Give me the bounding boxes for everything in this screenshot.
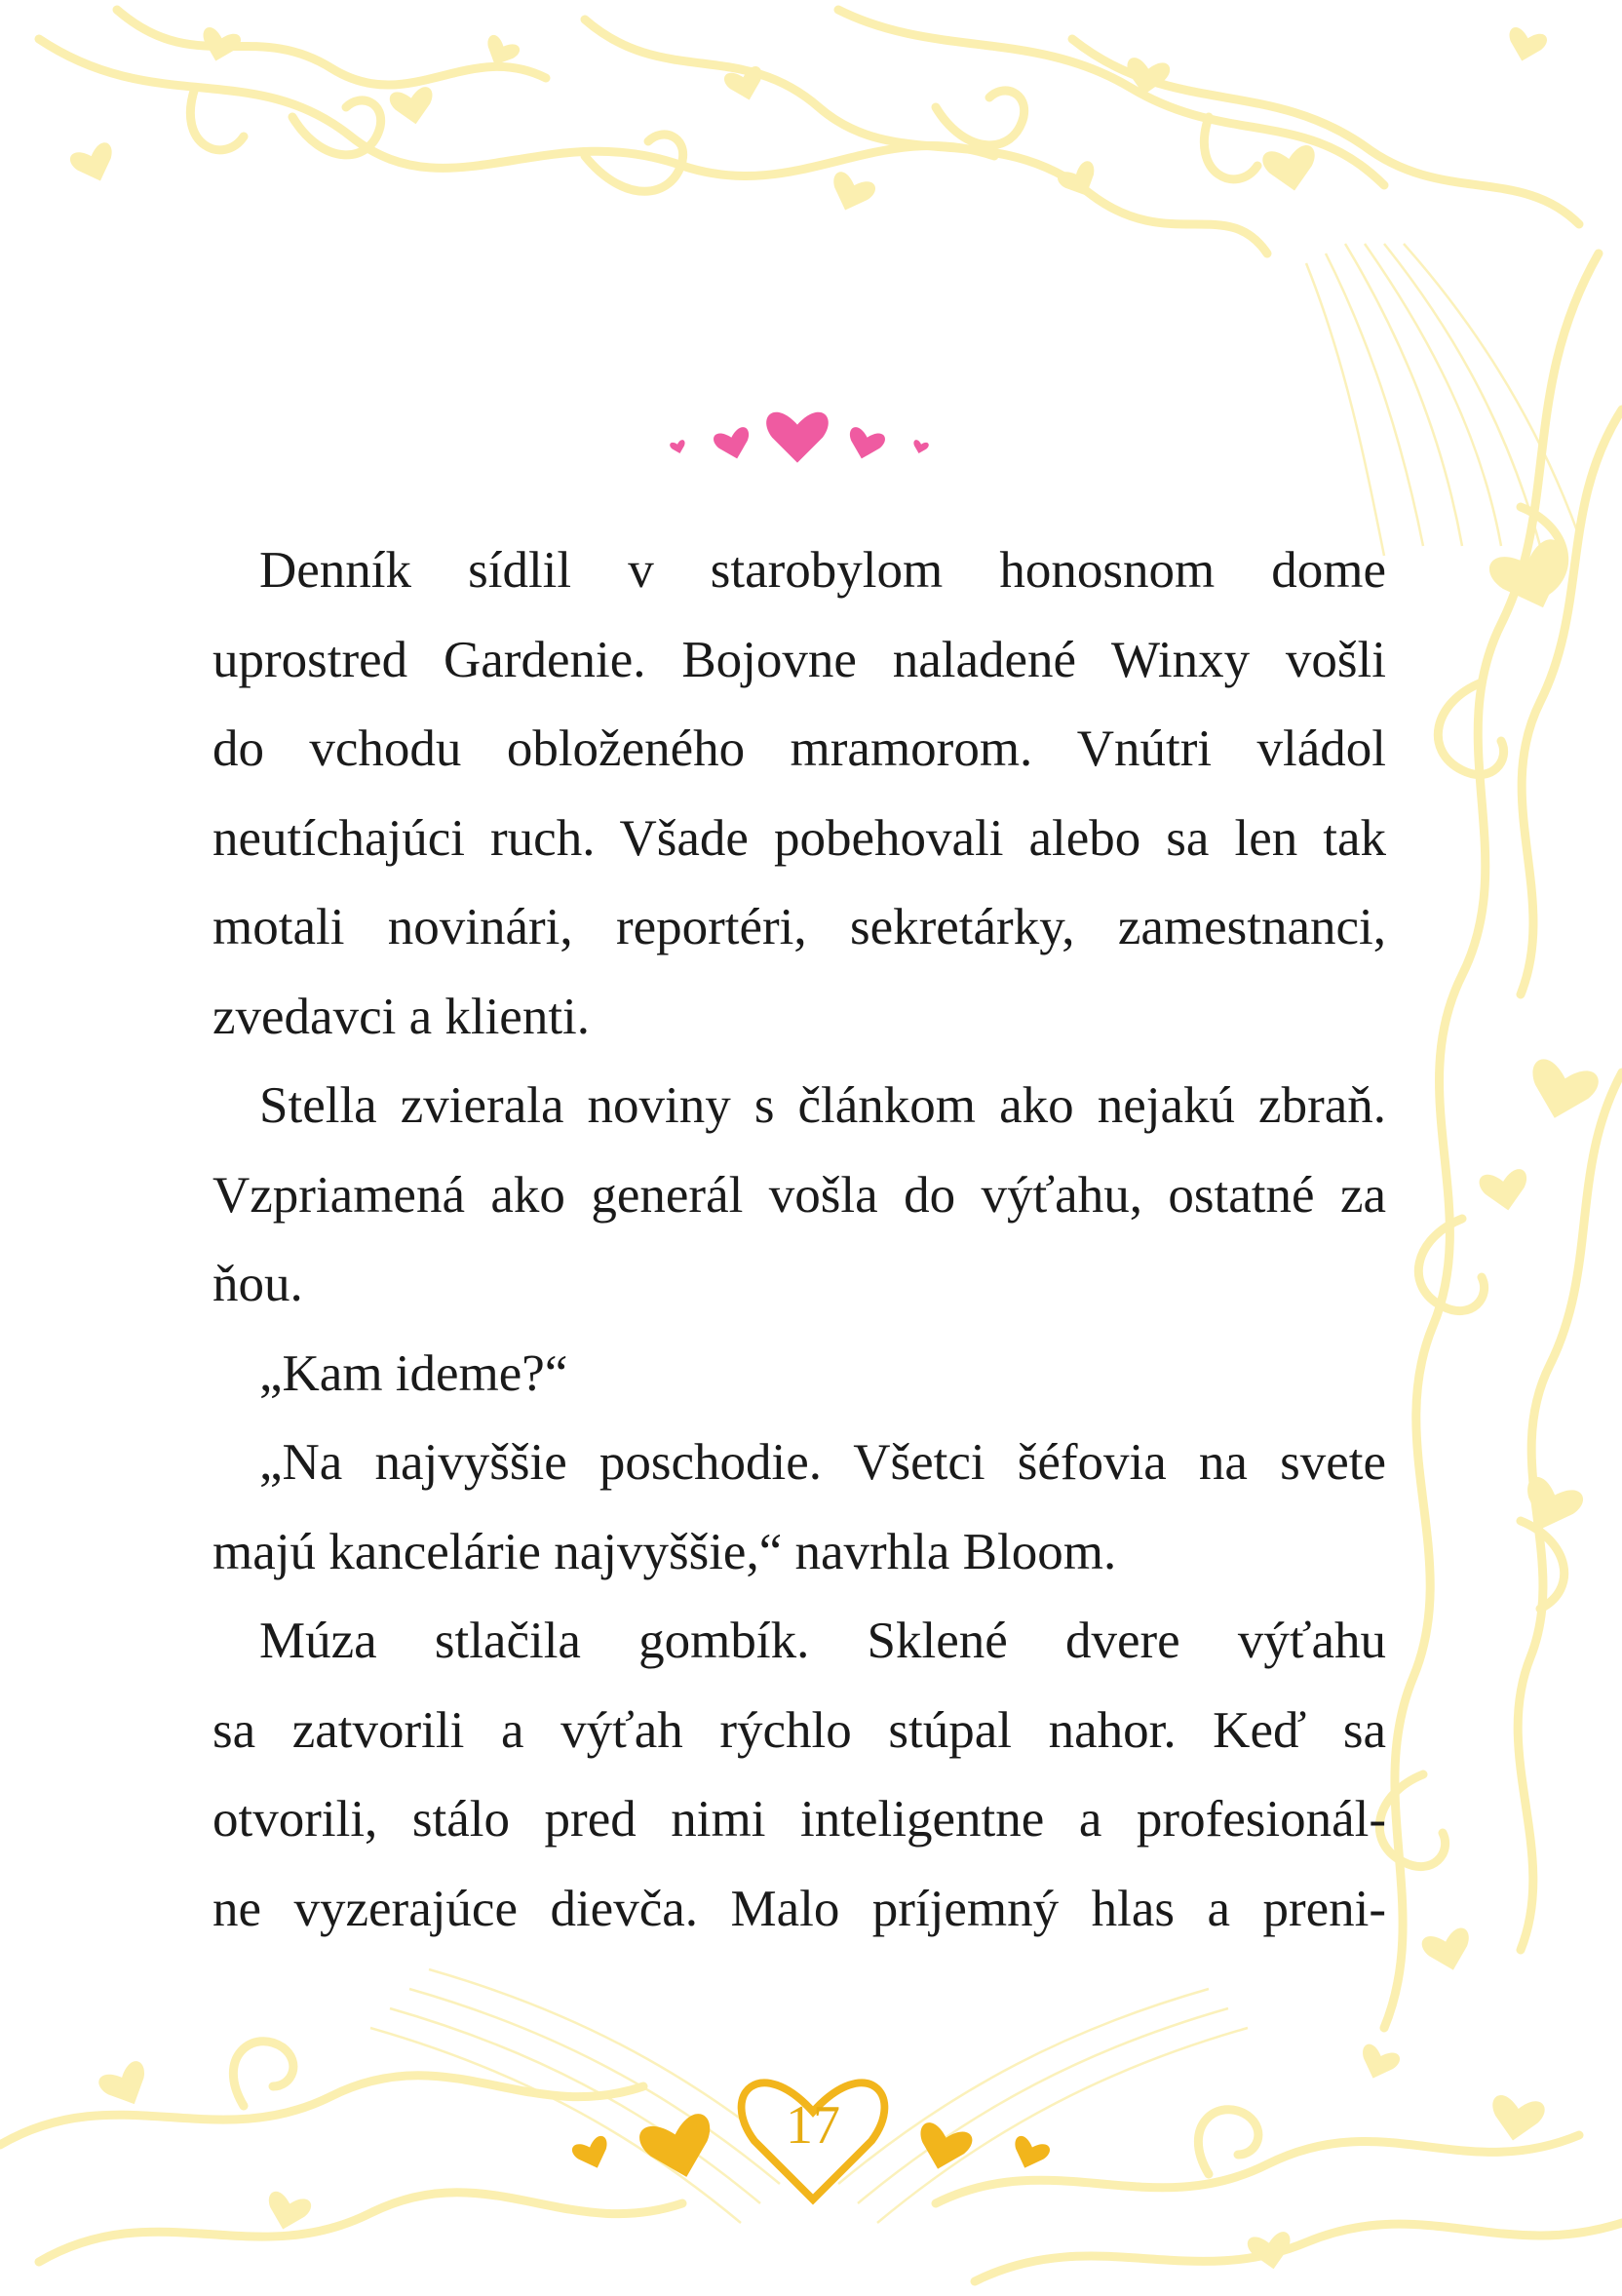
paragraph [212, 526, 1386, 1062]
text-line: neutíchajúci ruch. Všade pobehovali alebo sa len tak [212, 809, 1386, 867]
page-number-footer [558, 2067, 1064, 2223]
text-line: Stella zvierala noviny s článkom ako nejakú zbraň. [259, 1077, 1386, 1134]
text-line: Múza stlačila gombík. Sklené dvere výťahu [259, 1613, 1386, 1669]
text-line: zvedavci a klienti. [212, 988, 591, 1045]
text-line: „Kam ideme?“ [259, 1344, 568, 1402]
body-text [212, 526, 1386, 1954]
text-line: ňou. [212, 1256, 303, 1312]
paragraph [212, 1062, 1386, 1330]
page-number: 17 [786, 2095, 840, 2156]
text-line: „Na najvyššie poschodie. Všetci šéfovia na svete [259, 1434, 1386, 1491]
text-line: otvorili, stálo pred nimi inteligentne a profesionál- [212, 1791, 1386, 1848]
text-line: sa zatvorili a výťah rýchlo stúpal nahor. Keď sa [212, 1701, 1386, 1759]
paragraph [212, 1419, 1386, 1597]
text-line: Vzpriamená ako generál vošla do výťahu, ostatné za [212, 1166, 1386, 1224]
text-line: majú kancelárie najvyššie,“ navrhla Bloom. [212, 1523, 1117, 1580]
text-line: Denník sídlil v starobylom honosnom dome [259, 542, 1386, 599]
paragraph [212, 1330, 1386, 1420]
text-line: motali novinári, reportéri, sekretárky, zamestnanci, [212, 899, 1386, 955]
text-line: ne vyzerajúce dievča. Malo príjemný hlas a preni- [212, 1880, 1386, 1937]
pink-hearts-divider-icon [655, 392, 947, 470]
text-line: do vchodu obloženého mramorom. Vnútri vládol [212, 720, 1386, 777]
paragraph [212, 1597, 1386, 1954]
text-line: uprostred Gardenie. Bojovne naladené Winxy vošli [212, 631, 1386, 688]
